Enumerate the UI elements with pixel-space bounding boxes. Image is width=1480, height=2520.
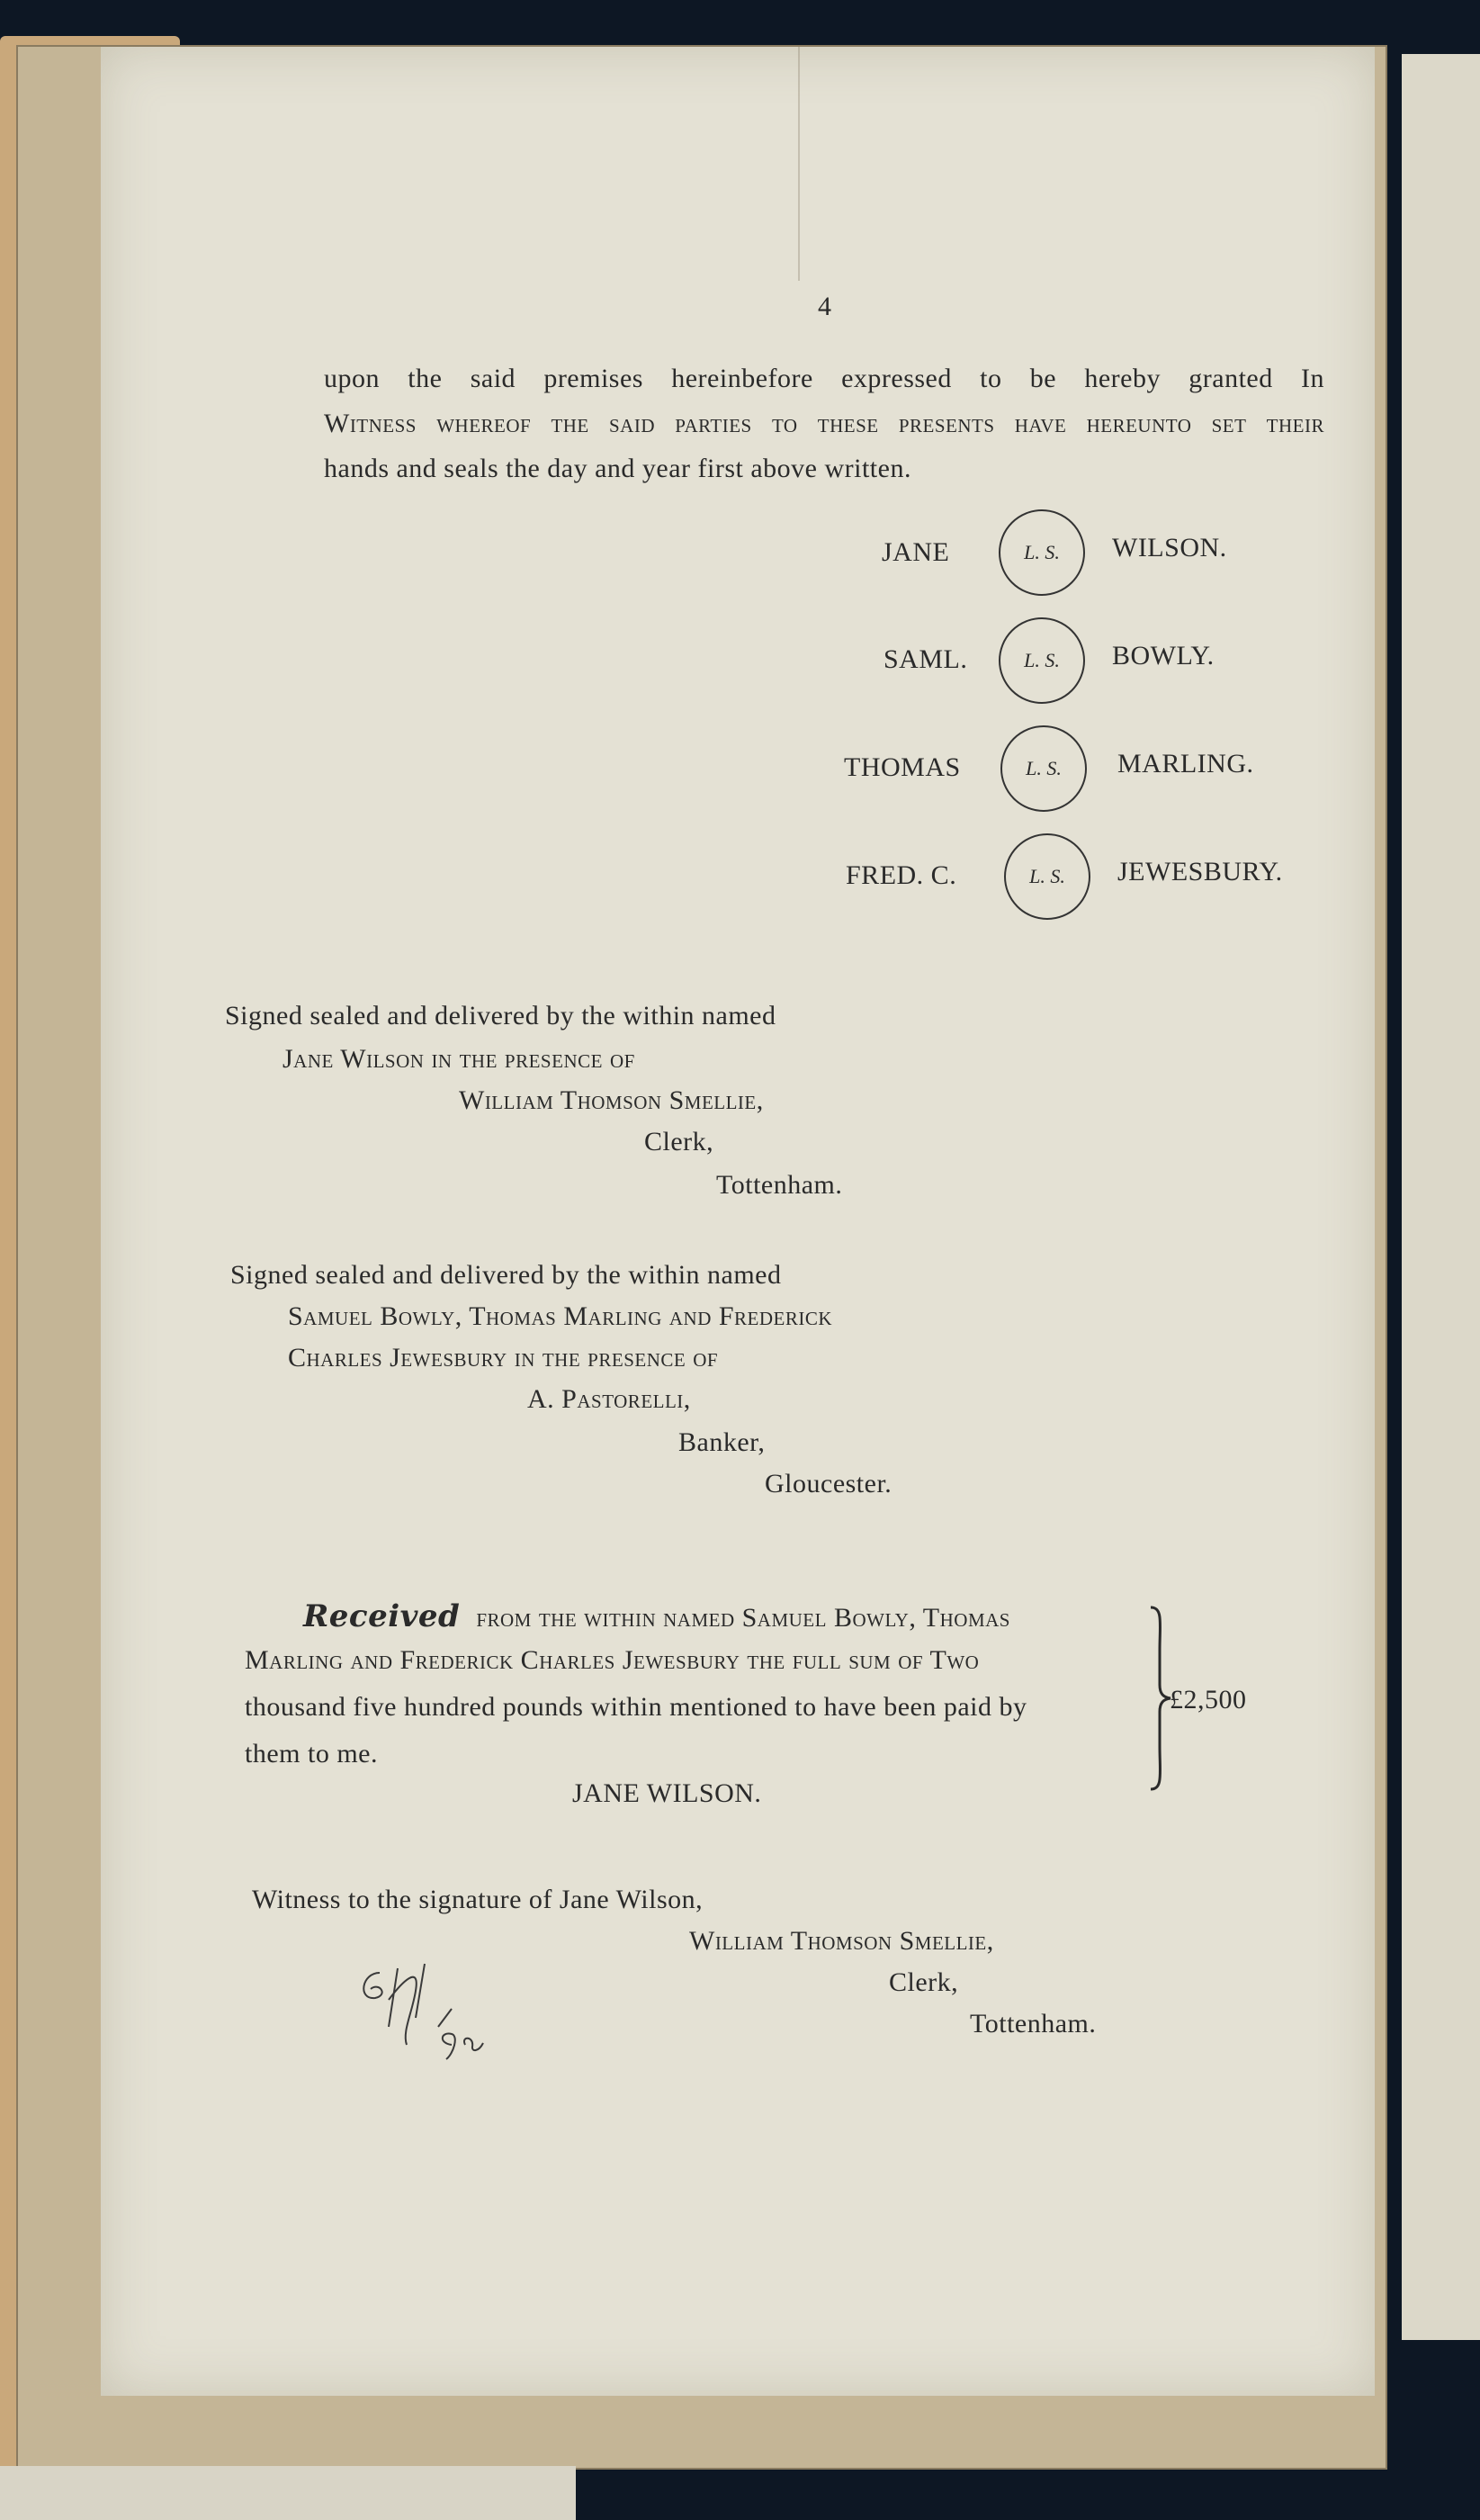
- page-number: 4: [818, 292, 832, 321]
- document-page: [101, 47, 1375, 2396]
- signatory-last-name: BOWLY.: [1112, 641, 1215, 670]
- witness-place: Tottenham.: [716, 1170, 843, 1200]
- receipt-line-2: Marling and Frederick Charles Jewesbury the full sum of Two: [245, 1645, 980, 1675]
- attestation-line: Signed sealed and delivered by the within named: [225, 1001, 776, 1030]
- receipt-line-1-text: from the within named Samuel Bowly, Thomas: [476, 1603, 1010, 1633]
- receipt-line-4: them to me.: [245, 1739, 378, 1768]
- seal: L. S.: [1004, 833, 1090, 920]
- attestation-line: Samuel Bowly, Thomas Marling and Frederick: [288, 1301, 833, 1331]
- receipt-signer: JANE WILSON.: [572, 1778, 762, 1808]
- signatory-first-name: SAML.: [884, 644, 968, 674]
- seal: L. S.: [1000, 725, 1087, 812]
- signatory-last-name: WILSON.: [1112, 533, 1227, 562]
- signatory-last-name: MARLING.: [1117, 749, 1254, 778]
- handwritten-annotation: [353, 1946, 506, 2072]
- attestation-line: Jane Wilson in the presence of: [283, 1044, 635, 1074]
- paper-strip: [0, 2466, 576, 2520]
- attestation-line: Charles Jewesbury in the presence of: [288, 1343, 719, 1372]
- receipt-heading: Received: [303, 1598, 461, 1634]
- witness-name: A. Pastorelli,: [527, 1384, 691, 1414]
- page-fold: [798, 47, 800, 281]
- witness-name: William Thomson Smellie,: [459, 1085, 764, 1115]
- witness-line: Witness to the signature of Jane Wilson,: [252, 1885, 704, 1914]
- seal: L. S.: [999, 509, 1085, 596]
- signatory-last-name: JEWESBURY.: [1117, 857, 1283, 886]
- receipt-line-3: thousand five hundred pounds within mentioned to have been paid by: [245, 1692, 1027, 1722]
- receipt-amount: £2,500: [1170, 1685, 1247, 1714]
- signatory-first-name: THOMAS: [844, 752, 961, 782]
- deed-line-3: hands and seals the day and year first above written.: [324, 454, 911, 483]
- signatory-first-name: JANE: [882, 537, 950, 567]
- attestation-line: Signed sealed and delivered by the within named: [230, 1260, 782, 1290]
- facing-page: [1402, 54, 1480, 2340]
- deed-line-1: upon the said premises hereinbefore expressed to be hereby granted In: [324, 364, 1324, 393]
- receipt-line-1: [303, 1598, 1010, 1634]
- witness-name: William Thomson Smellie,: [689, 1926, 994, 1956]
- witness-place: Gloucester.: [765, 1469, 892, 1498]
- witness-place: Tottenham.: [970, 2009, 1097, 2038]
- witness-role: Banker,: [678, 1427, 766, 1457]
- witness-role: Clerk,: [644, 1127, 714, 1156]
- deed-line-2: Witness whereof the said parties to these presents have hereunto set their: [324, 409, 1324, 438]
- signatory-first-name: FRED. C.: [846, 860, 957, 890]
- seal: L. S.: [999, 617, 1085, 704]
- witness-role: Clerk,: [889, 1967, 959, 1997]
